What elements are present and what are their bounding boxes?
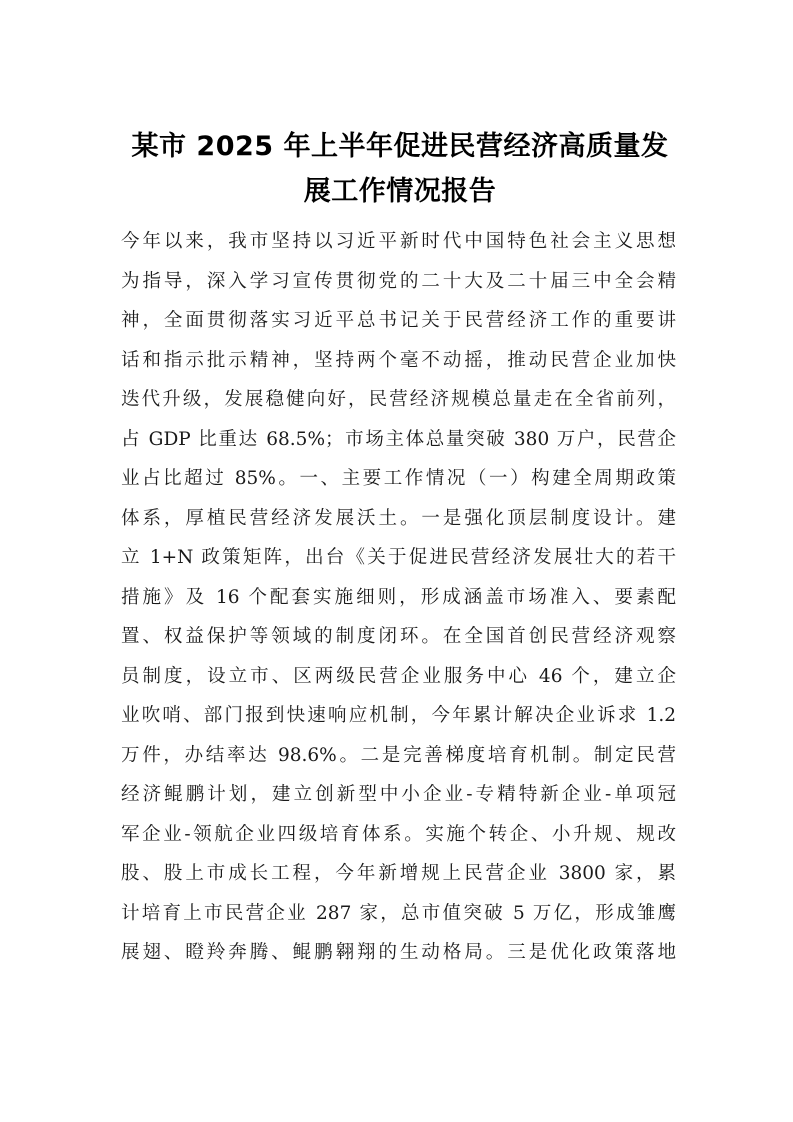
document-body — [121, 222, 676, 973]
body-line: 员制度，设立市、区两级民营企业服务中心 46 个，建立企 — [121, 665, 676, 687]
body-line: 业占比超过 85%。一、主要工作情况（一）构建全周期政策 — [121, 468, 676, 489]
document-title — [120, 124, 680, 214]
body-line: 立 1+N 政策矩阵，出台《关于促进民营经济发展壮大的若干 — [121, 547, 676, 568]
body-line: 置、权益保护等领域的制度闭环。在全国首创民营经济观察 — [121, 626, 676, 647]
body-line: 迭代升级，发展稳健向好，民营经济规模总量走在全省前列， — [121, 389, 676, 410]
body-line: 话和指示批示精神，坚持两个毫不动摇，推动民营企业加快 — [121, 349, 676, 371]
body-line: 经济鲲鹏计划，建立创新型中小企业-专精特新企业-单项冠 — [121, 784, 676, 805]
body-line: 股、股上市成长工程，今年新增规上民营企业 3800 家，累 — [121, 863, 676, 884]
body-line: 军企业-领航企业四级培育体系。实施个转企、小升规、规改 — [121, 823, 676, 845]
body-line: 计培育上市民营企业 287 家，总市值突破 5 万亿，形成雏鹰 — [121, 902, 676, 924]
body-line: 展翅、瞪羚奔腾、鲲鹏翱翔的生动格局。三是优化政策落地 — [121, 942, 676, 963]
body-line: 占 GDP 比重达 68.5%；市场主体总量突破 380 万户，民营企 — [121, 428, 676, 450]
body-line: 今年以来，我市坚持以习近平新时代中国特色社会主义思想 — [121, 231, 676, 252]
title-line-1: 某市 2025 年上半年促进民营经济高质量发 — [131, 131, 669, 162]
body-line: 为指导，深入学习宣传贯彻党的二十大及二十届三中全会精 — [121, 270, 676, 292]
body-line: 措施》及 16 个配套实施细则，形成涵盖市场准入、要素配 — [121, 586, 676, 608]
body-line: 体系，厚植民营经济发展沃土。一是强化顶层制度设计。建 — [121, 507, 676, 529]
title-line-2: 展工作情况报告 — [303, 176, 497, 207]
body-line: 神，全面贯彻落实习近平总书记关于民营经济工作的重要讲 — [121, 310, 676, 331]
body-line: 万件，办结率达 98.6%。二是完善梯度培育机制。制定民营 — [121, 744, 676, 766]
body-line: 业吹哨、部门报到快速响应机制，今年累计解决企业诉求 1.2 — [121, 705, 676, 726]
